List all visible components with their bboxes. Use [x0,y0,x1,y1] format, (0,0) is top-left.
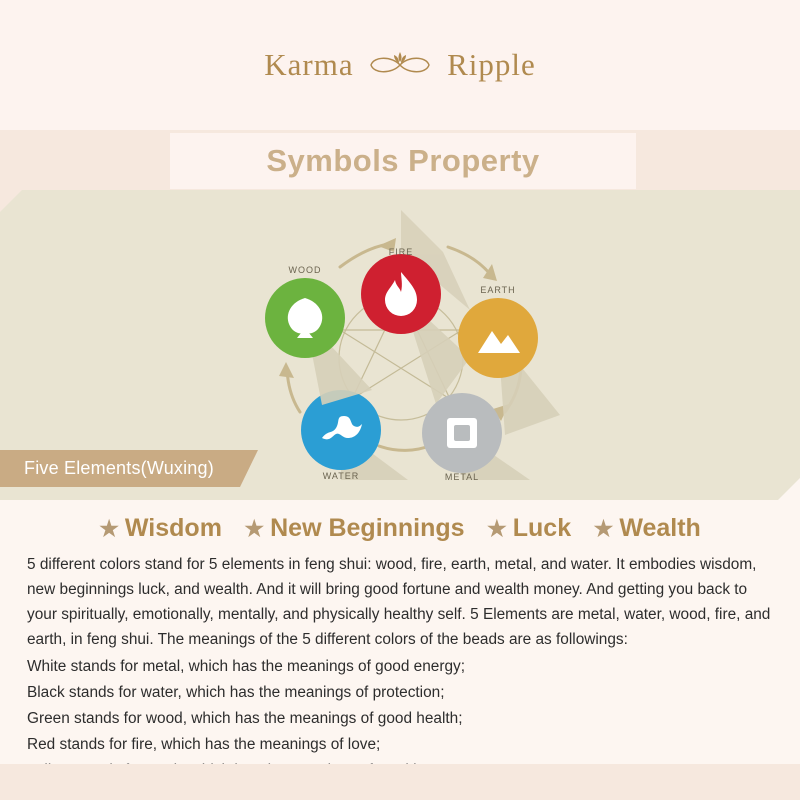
description-line-metal: White stands for metal, which has the meanings of good energy; [27,658,466,675]
node-wood [265,278,372,405]
description-line-fire: Red stands for fire, which has the meanings of love; [27,736,381,753]
keyword-wisdom [99,514,222,543]
description-text [27,552,775,784]
keyword-wealth [594,514,701,543]
keyword-label: Wealth [619,514,701,542]
description-line-water: Black stands for water, which has the meanings of protection; [27,684,445,701]
keyword-label: Luck [512,514,572,542]
brand-name-left: Karma [264,46,354,82]
star-icon: ★ [244,516,265,541]
keyword-new-beginnings [244,514,464,543]
svg-text:METAL: METAL [444,472,480,482]
five-elements-tag [0,450,240,487]
page-title: Symbols Property [266,143,540,178]
keyword-luck [487,514,571,543]
lotus-infinity-icon [368,48,432,78]
brand-logo [0,44,800,83]
brand-name-right: Ripple [447,46,536,82]
keyword-list [0,514,800,543]
svg-text:EARTH: EARTH [480,285,516,295]
bottom-strip [0,764,800,800]
svg-text:WOOD: WOOD [288,265,322,275]
title-banner [170,133,636,189]
star-icon: ★ [593,516,614,541]
svg-text:FIRE: FIRE [388,247,414,257]
keyword-label: Wisdom [124,514,222,542]
star-icon: ★ [487,516,507,541]
description-line-wood: Green stands for wood, which has the meanings of good health; [27,710,463,727]
five-elements-tag-label: Five Elements(Wuxing) [24,458,214,478]
description-paragraph: 5 different colors stand for 5 elements in feng shui: wood, fire, earth, metal, and water. It embodies wisdom, new beginnings luck, and wealth. And it will bring good fortune and wealth money. And getting you back to your spiritually, emotionally, mentally, and physically healthy self. 5 Elements are metal, water, wood, fire, and earth, in feng shui. The meanings of the 5 different colors of the beads are as followings: [27,556,771,648]
description-panel [0,500,800,764]
keyword-label: New Beginnings [270,514,465,542]
svg-text:WATER: WATER [322,471,360,481]
star-icon: ★ [99,516,119,541]
